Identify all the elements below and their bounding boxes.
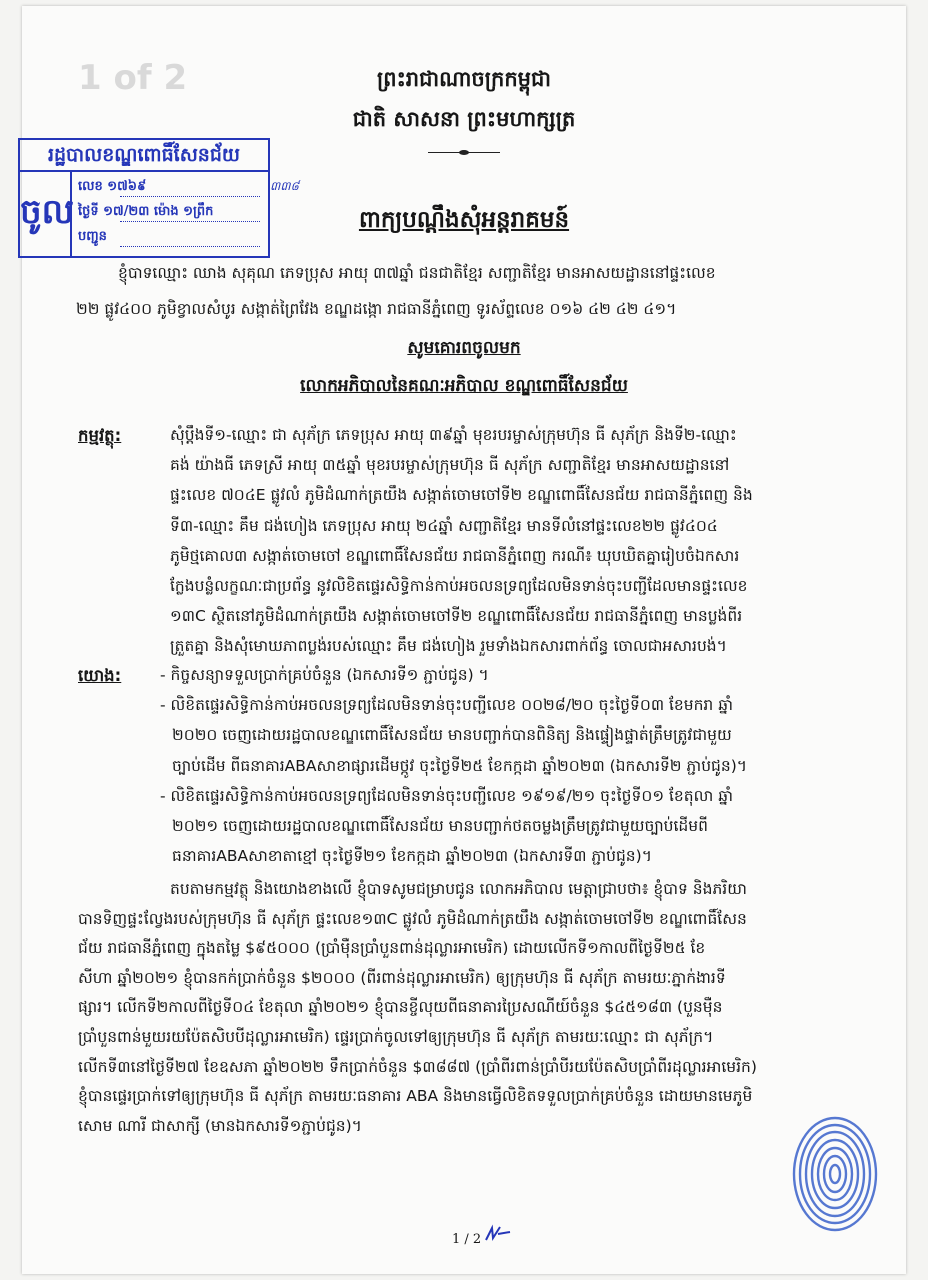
subject-line: ផ្ទះលេខ ៧០៤E ផ្លូវលំ ភូមិដំណាក់ត្រយឹង សង្កាត់ចោមចៅទី២ ខណ្ឌពោធិ៍សែនជ័យ រាជធានីភ្នំពេញ និង bbox=[170, 486, 753, 505]
reference-line: - លិខិតផ្ទេរសិទ្ធិកាន់កាប់អចលនទ្រព្យដែលមិនទាន់ចុះបញ្ជីលេខ ១៩១៩/២១ ចុះថ្ងៃទី០១ ខែតុលា ឆ្នាំ bbox=[160, 786, 733, 805]
reference-line: ធនាគារABAសាខាតាខ្មៅ ចុះថ្ងៃទី២១ ខែកក្កដា ឆ្នាំ២០២៣ (ឯកសារទី៣ ភ្ជាប់ជូន)។ bbox=[172, 847, 652, 866]
body-line: តបតាមកម្មវត្ថុ និងយោងខាងលើ ខ្ញុំបាទសូមជម្រាបជូន លោកអភិបាល មេត្តាជ្រាបថា៖ ខ្ញុំបាទ និងភរិយា bbox=[170, 880, 747, 898]
signature-initials bbox=[484, 1224, 512, 1244]
reference-line: ២០២១ ចេញដោយរដ្ឋបាលខណ្ឌពោធិ៍សែនជ័យ មានបញ្ជាក់ថតចម្លងត្រឹមត្រូវជាមួយច្បាប់ដើមពី bbox=[172, 817, 708, 835]
incoming-stamp bbox=[18, 138, 270, 258]
body-line: ប្រាំបួនពាន់មួយរយប៉ែតសិបបីដុល្លារអាមេរិក) ផ្ទេរប្រាក់ចូលទៅឲ្យក្រុមហ៊ុន ធី សុភ័ក្រ តាមរយៈឈ្មោះ ជា សុភ័ក្រ។ bbox=[78, 1028, 714, 1046]
subject-line: ក្លែងបន្លំលក្ខណៈជាប្រព័ន្ធ នូវលិខិតផ្ទេរសិទ្ធិកាន់កាប់អចលនទ្រព្យដែលមិនទាន់ចុះបញ្ជីដែលមានផ្ទះលេខ bbox=[170, 577, 748, 595]
subject-line: សុំប្តឹងទី១-ឈ្មោះ ជា សុភ័ក្រ ភេទប្រុស អាយុ ៣៩ឆ្នាំ មុខរបរម្ចាស់ក្រុមហ៊ុន ធី សុភ័ក្រ និងទី២-ឈ្មោះ bbox=[170, 426, 737, 444]
header-ornament bbox=[428, 150, 500, 156]
fingerprint-icon bbox=[790, 1110, 880, 1234]
subject-line: គង់ យ៉ាងធី ភេទស្រី អាយុ ៣៥ឆ្នាំ មុខរបរម្ចាស់ក្រុមហ៊ុន ធី សុភ័ក្រ សញ្ជាតិខ្មែរ មានអាសយដ្ឋាននៅ bbox=[170, 456, 730, 475]
body-line: លើកទី៣នៅថ្ងៃទី២៧ ខែឧសភា ឆ្នាំ២០២២ ទឹកប្រាក់ចំនួន $៣៨៨៧ (ប្រាំពីរពាន់ប្រាំបីរយប៉ែតសិបប្រាំពីរដុល្លារអាមេរិក) bbox=[78, 1057, 757, 1076]
respect-line: សូមគោរពចូលមក bbox=[407, 338, 521, 358]
body-line: ខ្ញុំបានផ្ទេរប្រាក់ទៅឲ្យក្រុមហ៊ុន ធី សុភ័ក្រ តាមរយៈធនាគារ ABA និងមានធ្វើលិខិតទទួលប្រាក់គ្រប់ចំនួន ដោយមានមេភូមិ bbox=[78, 1087, 753, 1106]
stamp-number: លេខ ១៧៦៩ bbox=[78, 179, 147, 194]
body-line: ផ្សារ។ លើកទី២កាលពីថ្ងៃទី០៤ ខែតុលា ឆ្នាំ២០២១ ខ្ញុំបានខ្ចីលុយពីធនាគារប្រៃសណីយ៍ចំនួន $៤៥១៨៣ (បួនម៉ឺន bbox=[78, 998, 723, 1017]
body-line: ជ័យ រាជធានីភ្នំពេញ ក្នុងតម្លៃ $៩៥០០០ (ប្រាំម៉ឺនប្រាំបួនពាន់ដុល្លារអាមេរិក) ដោយលើកទី១កាលពីថ្ងៃទី២៥ ខែ bbox=[78, 939, 706, 958]
reference-label: យោង: bbox=[78, 666, 122, 685]
subject-line: ភូមិថ្មគោល៣ សង្កាត់ចោមចៅ ខណ្ឌពោធិ៍សែនជ័យ រាជធានីភ្នំពេញ ករណី៖ ឃុបឃិតគ្នារៀបចំឯកសារ bbox=[170, 546, 740, 565]
reference-line: ២០២០ ចេញដោយរដ្ឋបាលខណ្ឌពោធិ៍សែនជ័យ មានបញ្ជាក់បានពិនិត្យ និងផ្ទៀងផ្ទាត់ត្រឹមត្រូវជាមួយ bbox=[172, 726, 732, 745]
addressee-line: លោកអភិបាលនៃគណៈអភិបាល ខណ្ឌពោធិ៍សែនជ័យ bbox=[300, 376, 628, 396]
subject-line: ១៣C ស្ថិតនៅភូមិដំណាក់ត្រយឹង សង្កាត់ចោមចៅទី២ ខណ្ឌពោធិ៍សែនជ័យ រាជធានីភ្នំពេញ មានប្លង់ពីរ bbox=[170, 607, 743, 626]
intro-line: ខ្ញុំបាទឈ្មោះ ឈាង សុគុណ ភេទប្រុស អាយុ ៣៧ឆ្នាំ ជនជាតិខ្មែរ សញ្ជាតិខ្មែរ មានអាសយដ្ឋាននៅផ្ទះលេខ bbox=[118, 264, 716, 282]
body-line: សីហា ឆ្នាំ២០២១ ខ្ញុំបានកក់ប្រាក់ចំនួន $២០០០ (ពីរពាន់ដុល្លារអាមេរិក) ឲ្យក្រុមហ៊ុន ធី សុភ័ក្រ តាមរយៈភ្នាក់ងារទី bbox=[78, 968, 726, 987]
motto-header: ជាតិ សាសនា ព្រះមហាក្សត្រ bbox=[352, 107, 576, 131]
reference-line: ច្បាប់ដើម ពីធនាគារABAសាខាផ្សារដើមថ្កូវ ចុះថ្ងៃទី២៥ ខែកក្កដា ឆ្នាំ២០២៣ (ឯកសារទី២ ភ្ជាប់ជូន)។ bbox=[172, 756, 747, 775]
page-watermark: 1 of 2 bbox=[78, 58, 188, 98]
stamp-rule bbox=[120, 196, 260, 197]
intro-line: ២២ ផ្លូវ៤០០ ភូមិខ្វាលសំបូរ សង្កាត់ព្រៃវែង ខណ្ឌដង្កោ រាជធានីភ្នំពេញ ទូរស័ព្ទលេខ ០១៦ ៤២ ៤២ ៤១។ bbox=[76, 300, 677, 318]
body-line: បានទិញផ្ទះល្វែងរបស់ក្រុមហ៊ុន ធី សុភ័ក្រ ផ្ទះលេខ១៣C ផ្លូវលំ ភូមិដំណាក់ត្រយឹង សង្កាត់ចោមចៅទី២ ខណ្ឌពោធិ៍សែន bbox=[78, 909, 747, 928]
stamp-title: រដ្ឋបាលខណ្ឌពោធិ៍សែនជ័យ bbox=[20, 140, 268, 172]
document-title: ពាក្យបណ្តឹងសុំអន្តរាគមន៍ bbox=[358, 207, 570, 233]
body-line: សោម ណារី ជាសាក្សី (មានឯកសារទី១ភ្ជាប់ជូន)។ bbox=[78, 1116, 362, 1135]
stamp-incoming-label: ចូល bbox=[20, 170, 72, 256]
stamp-handwritten-note: ៣៣៨ bbox=[270, 179, 300, 193]
subject-label: កម្មវត្ថុ: bbox=[78, 426, 122, 445]
stamp-rule bbox=[120, 246, 260, 247]
subject-line: ទី៣-ឈ្មោះ គឹម ជង់ហៀង ភេទប្រុស អាយុ ២៤ឆ្នាំ សញ្ជាតិខ្មែរ មានទីលំនៅផ្ទះលេខ២២ ផ្លូវ៤០៤ bbox=[170, 516, 718, 535]
reference-line: - លិខិតផ្ទេរសិទ្ធិកាន់កាប់អចលនទ្រព្យដែលមិនទាន់ចុះបញ្ជីលេខ ០០២៨/២០ ចុះថ្ងៃទី០៣ ខែមករា ឆ្នាំ bbox=[160, 696, 733, 715]
reference-line: - កិច្ចសន្យាទទួលប្រាក់គ្រប់ចំនួន (ឯកសារទី១ ភ្ជាប់ជូន) ។ bbox=[160, 666, 489, 684]
stamp-forward: បញ្ជូន bbox=[78, 229, 107, 244]
kingdom-header: ព្រះរាជាណាចក្រកម្ពុជា bbox=[376, 67, 551, 91]
page-number: 1 / 2 bbox=[452, 1232, 482, 1247]
stamp-date: ថ្ងៃទី ១៧/២៣ ម៉ោង ១ព្រឹក bbox=[78, 204, 214, 219]
subject-line: ត្រួតគ្នា និងសុំមោឃភាពប្លង់របស់ឈ្មោះ គឹម ជង់ហៀង រួមទាំងឯកសារពាក់ព័ន្ធ ចោលជាអសារបង់។ bbox=[170, 637, 727, 656]
